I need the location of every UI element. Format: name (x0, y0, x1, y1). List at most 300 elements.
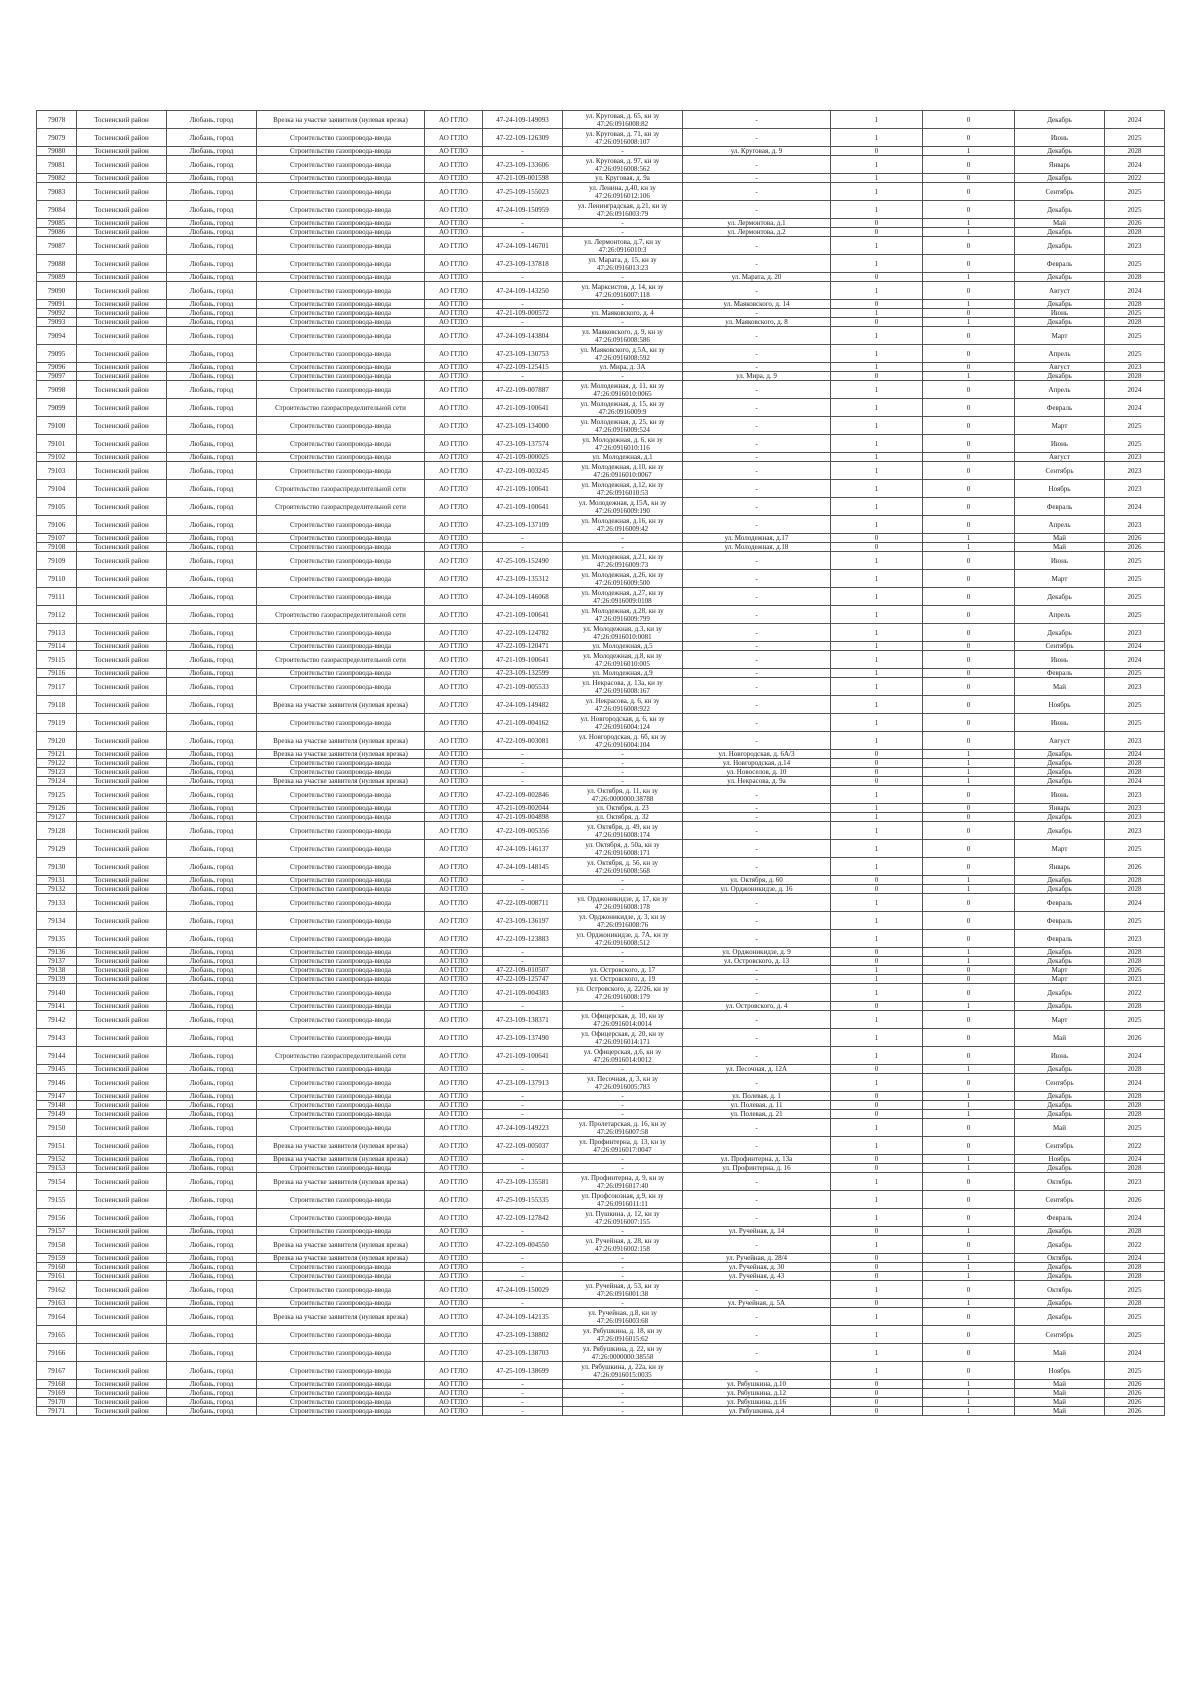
contract-number-cell: 47-24-109-150029 (483, 1281, 563, 1299)
plan-flag-cell: 1 (923, 750, 1015, 759)
planned-address-cell: ул. Ручейная, д. 30 (683, 1263, 831, 1272)
planned-address-cell: ул. Марата, д. 20 (683, 273, 831, 282)
plan-flag-cell: 0 (923, 435, 1015, 453)
table-row (37, 1164, 1165, 1173)
year-cell: 2024 (1105, 777, 1165, 786)
settlement-cell: Любань, город (167, 255, 257, 273)
operator-cell: АО ГГЛО (425, 1362, 483, 1380)
row-id-cell: 79133 (37, 894, 77, 912)
month-cell: Апрель (1015, 345, 1105, 363)
settlement-cell: Любань, город (167, 570, 257, 588)
operator-cell: АО ГГЛО (425, 1002, 483, 1011)
row-id-cell: 79157 (37, 1227, 77, 1236)
settlement-cell: Любань, город (167, 930, 257, 948)
operator-cell: АО ГГЛО (425, 858, 483, 876)
contract-number-cell: 47-22-109-007887 (483, 381, 563, 399)
applicant-address-cell: ул. Молодежная, д.1 (563, 453, 683, 462)
plan-flag-cell: 1 (923, 777, 1015, 786)
applicant-flag-cell: 1 (831, 516, 923, 534)
table-row (37, 1029, 1165, 1047)
row-id-cell: 79117 (37, 678, 77, 696)
applicant-address-cell: ул. Некрасова, д. 6, кн зу 47:26:0916008:922 (563, 696, 683, 714)
plan-flag-cell: 0 (923, 588, 1015, 606)
contract-number-cell: 47-25-109-138699 (483, 1362, 563, 1380)
planned-address-cell: - (683, 606, 831, 624)
table-row (37, 453, 1165, 462)
settlement-cell: Любань, город (167, 345, 257, 363)
month-cell: Декабрь (1015, 111, 1105, 129)
plan-flag-cell: 0 (923, 1137, 1015, 1155)
applicant-address-cell: ул. Молодежная, д.8, кн зу 47:26:0916010:005 (563, 651, 683, 669)
district-cell: Тосненский район (77, 534, 167, 543)
applicant-address-cell: - (563, 1155, 683, 1164)
plan-flag-cell: 1 (923, 1002, 1015, 1011)
applicant-address-cell: ул. Офицерская, д. 20, кн зу 47:26:0916014:171 (563, 1029, 683, 1047)
operator-cell: АО ГГЛО (425, 1344, 483, 1362)
operator-cell: АО ГГЛО (425, 876, 483, 885)
month-cell: Декабрь (1015, 588, 1105, 606)
plan-flag-cell: 0 (923, 282, 1015, 300)
work-type-cell: Строительство газопровода-ввода (257, 147, 425, 156)
operator-cell: АО ГГЛО (425, 642, 483, 651)
row-id-cell: 79089 (37, 273, 77, 282)
year-cell: 2023 (1105, 732, 1165, 750)
settlement-cell: Любань, город (167, 498, 257, 516)
planned-address-cell: - (683, 417, 831, 435)
year-cell: 2023 (1105, 1173, 1165, 1191)
work-type-cell: Строительство газопровода-ввода (257, 1110, 425, 1119)
district-cell: Тосненский район (77, 876, 167, 885)
work-type-cell: Строительство газопровода-ввода (257, 363, 425, 372)
settlement-cell: Любань, город (167, 1281, 257, 1299)
operator-cell: АО ГГЛО (425, 552, 483, 570)
month-cell: Март (1015, 570, 1105, 588)
district-cell: Тосненский район (77, 732, 167, 750)
applicant-address-cell: ул. Островского, д. 19 (563, 975, 683, 984)
applicant-flag-cell: 0 (831, 876, 923, 885)
applicant-address-cell: - (563, 534, 683, 543)
contract-number-cell: 47-24-109-146068 (483, 588, 563, 606)
applicant-flag-cell: 0 (831, 1254, 923, 1263)
applicant-address-cell: - (563, 768, 683, 777)
month-cell: Февраль (1015, 912, 1105, 930)
table-row (37, 1398, 1165, 1407)
plan-flag-cell: 0 (923, 669, 1015, 678)
planned-address-cell: - (683, 1209, 831, 1227)
work-type-cell: Строительство газопровода-ввода (257, 435, 425, 453)
table-row (37, 1389, 1165, 1398)
row-id-cell: 79122 (37, 759, 77, 768)
table-row (37, 1119, 1165, 1137)
work-type-cell: Строительство газопровода-ввода (257, 1326, 425, 1344)
plan-flag-cell: 0 (923, 129, 1015, 147)
contract-number-cell: 47-24-109-149093 (483, 111, 563, 129)
applicant-flag-cell: 0 (831, 1065, 923, 1074)
plan-flag-cell: 1 (923, 1407, 1015, 1416)
table-row (37, 975, 1165, 984)
contract-number-cell: 47-23-109-138802 (483, 1326, 563, 1344)
year-cell: 2024 (1105, 1074, 1165, 1092)
month-cell: Июнь (1015, 309, 1105, 318)
district-cell: Тосненский район (77, 777, 167, 786)
plan-flag-cell: 0 (923, 1074, 1015, 1092)
applicant-flag-cell: 1 (831, 858, 923, 876)
year-cell: 2025 (1105, 129, 1165, 147)
operator-cell: АО ГГЛО (425, 534, 483, 543)
year-cell: 2028 (1105, 759, 1165, 768)
applicant-address-cell: ул. Островского, д. 22/26, кн зу 47:26:0916008:179 (563, 984, 683, 1002)
applicant-flag-cell: 0 (831, 300, 923, 309)
plan-flag-cell: 0 (923, 912, 1015, 930)
applicant-address-cell: ул. Ручейная, д.8, кн зу 47:26:0916003:68 (563, 1308, 683, 1326)
district-cell: Тосненский район (77, 1065, 167, 1074)
month-cell: Декабрь (1015, 759, 1105, 768)
table-row (37, 858, 1165, 876)
row-id-cell: 79110 (37, 570, 77, 588)
work-type-cell: Строительство газопровода-ввода (257, 1299, 425, 1308)
contract-number-cell: 47-25-109-155335 (483, 1191, 563, 1209)
settlement-cell: Любань, город (167, 759, 257, 768)
planned-address-cell: ул. Новгородская, д. 6А/3 (683, 750, 831, 759)
operator-cell: АО ГГЛО (425, 183, 483, 201)
operator-cell: АО ГГЛО (425, 714, 483, 732)
contract-number-cell: 47-23-109-132599 (483, 669, 563, 678)
applicant-address-cell: - (563, 147, 683, 156)
row-id-cell: 79141 (37, 1002, 77, 1011)
applicant-flag-cell: 0 (831, 318, 923, 327)
applicant-flag-cell: 1 (831, 435, 923, 453)
plan-flag-cell: 1 (923, 1092, 1015, 1101)
year-cell: 2026 (1105, 534, 1165, 543)
table-row (37, 1407, 1165, 1416)
planned-address-cell: ул. Ручейная, д. 5А (683, 1299, 831, 1308)
month-cell: Май (1015, 1407, 1105, 1416)
district-cell: Тосненский район (77, 1074, 167, 1092)
applicant-address-cell: ул. Молодежная, д.21, кн зу 47:26:0916009:73 (563, 552, 683, 570)
table-row (37, 183, 1165, 201)
month-cell: Октябрь (1015, 1173, 1105, 1191)
applicant-address-cell: - (563, 1389, 683, 1398)
work-type-cell: Строительство газопровода-ввода (257, 372, 425, 381)
row-id-cell: 79109 (37, 552, 77, 570)
year-cell: 2028 (1105, 876, 1165, 885)
row-id-cell: 79086 (37, 228, 77, 237)
contract-number-cell: - (483, 1092, 563, 1101)
applicant-flag-cell: 0 (831, 228, 923, 237)
operator-cell: АО ГГЛО (425, 1047, 483, 1065)
district-cell: Тосненский район (77, 822, 167, 840)
row-id-cell: 79114 (37, 642, 77, 651)
plan-flag-cell: 0 (923, 480, 1015, 498)
month-cell: Апрель (1015, 606, 1105, 624)
district-cell: Тосненский район (77, 552, 167, 570)
row-id-cell: 79097 (37, 372, 77, 381)
month-cell: Декабрь (1015, 876, 1105, 885)
district-cell: Тосненский район (77, 1164, 167, 1173)
work-type-cell: Строительство газопровода-ввода (257, 381, 425, 399)
year-cell: 2028 (1105, 1065, 1165, 1074)
row-id-cell: 79170 (37, 1398, 77, 1407)
row-id-cell: 79111 (37, 588, 77, 606)
applicant-flag-cell: 0 (831, 273, 923, 282)
applicant-address-cell: ул. Молодежная, д. 15, кн зу 47:26:0916009:9 (563, 399, 683, 417)
settlement-cell: Любань, город (167, 1155, 257, 1164)
settlement-cell: Любань, город (167, 642, 257, 651)
work-type-cell: Строительство газопровода-ввода (257, 786, 425, 804)
plan-flag-cell: 1 (923, 768, 1015, 777)
plan-flag-cell: 1 (923, 372, 1015, 381)
settlement-cell: Любань, город (167, 957, 257, 966)
planned-address-cell: - (683, 435, 831, 453)
applicant-address-cell: ул. Круговая, д. 71, кн зу 47:26:0916008:107 (563, 129, 683, 147)
district-cell: Тосненский район (77, 345, 167, 363)
district-cell: Тосненский район (77, 966, 167, 975)
month-cell: Декабрь (1015, 372, 1105, 381)
settlement-cell: Любань, город (167, 1047, 257, 1065)
applicant-address-cell: - (563, 1164, 683, 1173)
district-cell: Тосненский район (77, 399, 167, 417)
work-type-cell: Строительство газопровода-ввода (257, 894, 425, 912)
district-cell: Тосненский район (77, 462, 167, 480)
row-id-cell: 79115 (37, 651, 77, 669)
month-cell: Июнь (1015, 552, 1105, 570)
operator-cell: АО ГГЛО (425, 1209, 483, 1227)
row-id-cell: 79142 (37, 1011, 77, 1029)
district-cell: Тосненский район (77, 912, 167, 930)
year-cell: 2025 (1105, 1362, 1165, 1380)
contract-number-cell: 47-24-109-143250 (483, 282, 563, 300)
applicant-address-cell: ул. Молодежная, д.26, кн зу 47:26:0916009:500 (563, 570, 683, 588)
month-cell: Декабрь (1015, 273, 1105, 282)
operator-cell: АО ГГЛО (425, 651, 483, 669)
settlement-cell: Любань, город (167, 372, 257, 381)
applicant-address-cell: ул. Орджоникидзе, д. 3, кн зу 47:26:0916008:76 (563, 912, 683, 930)
contract-number-cell: - (483, 1299, 563, 1308)
operator-cell: АО ГГЛО (425, 930, 483, 948)
contract-number-cell: 47-21-109-000025 (483, 453, 563, 462)
table-row (37, 930, 1165, 948)
applicant-flag-cell: 1 (831, 129, 923, 147)
work-type-cell: Строительство газопровода-ввода (257, 1092, 425, 1101)
applicant-address-cell: ул. Круговая, д. 65, кн зу 47:26:0916008:82 (563, 111, 683, 129)
contract-number-cell: 47-21-109-100641 (483, 606, 563, 624)
planned-address-cell: ул. Профинтерна, д. 13а (683, 1155, 831, 1164)
month-cell: Май (1015, 1398, 1105, 1407)
applicant-address-cell: ул. Мира, д. 3А (563, 363, 683, 372)
work-type-cell: Строительство газопровода-ввода (257, 1263, 425, 1272)
operator-cell: АО ГГЛО (425, 372, 483, 381)
settlement-cell: Любань, город (167, 822, 257, 840)
table-row (37, 894, 1165, 912)
work-type-cell: Строительство газопровода-ввода (257, 1209, 425, 1227)
planned-address-cell: ул. Мира, д. 9 (683, 372, 831, 381)
district-cell: Тосненский район (77, 768, 167, 777)
contract-number-cell: - (483, 1002, 563, 1011)
work-type-cell: Строительство газопровода-ввода (257, 912, 425, 930)
contract-number-cell: 47-23-109-137913 (483, 1074, 563, 1092)
applicant-flag-cell: 1 (831, 984, 923, 1002)
year-cell: 2024 (1105, 750, 1165, 759)
district-cell: Тосненский район (77, 678, 167, 696)
row-id-cell: 79147 (37, 1092, 77, 1101)
row-id-cell: 79125 (37, 786, 77, 804)
plan-flag-cell: 0 (923, 183, 1015, 201)
applicant-address-cell: ул. Новгородская, д. 6б, кн зу 47:26:0916004:104 (563, 732, 683, 750)
year-cell: 2028 (1105, 957, 1165, 966)
row-id-cell: 79103 (37, 462, 77, 480)
month-cell: Октябрь (1015, 1254, 1105, 1263)
table-row (37, 1272, 1165, 1281)
operator-cell: АО ГГЛО (425, 1092, 483, 1101)
operator-cell: АО ГГЛО (425, 363, 483, 372)
applicant-address-cell: ул. Октября, д. 50а, кн зу 47:26:0916008:171 (563, 840, 683, 858)
work-type-cell: Строительство газопровода-ввода (257, 957, 425, 966)
contract-number-cell: - (483, 957, 563, 966)
month-cell: Декабрь (1015, 822, 1105, 840)
work-type-cell: Строительство газопровода-ввода (257, 669, 425, 678)
settlement-cell: Любань, город (167, 174, 257, 183)
planned-address-cell: - (683, 1047, 831, 1065)
month-cell: Февраль (1015, 930, 1105, 948)
applicant-address-cell: - (563, 957, 683, 966)
plan-flag-cell: 1 (923, 1389, 1015, 1398)
settlement-cell: Любань, город (167, 1101, 257, 1110)
settlement-cell: Любань, город (167, 1029, 257, 1047)
operator-cell: АО ГГЛО (425, 462, 483, 480)
operator-cell: АО ГГЛО (425, 759, 483, 768)
table-row (37, 1308, 1165, 1326)
plan-flag-cell: 1 (923, 876, 1015, 885)
table-row (37, 309, 1165, 318)
settlement-cell: Любань, город (167, 129, 257, 147)
month-cell: Декабрь (1015, 1065, 1105, 1074)
applicant-address-cell: ул. Рябушкина, д. 22а, кн зу 47:26:0916015:0035 (563, 1362, 683, 1380)
operator-cell: АО ГГЛО (425, 300, 483, 309)
table-row (37, 345, 1165, 363)
row-id-cell: 79153 (37, 1164, 77, 1173)
operator-cell: АО ГГЛО (425, 669, 483, 678)
plan-flag-cell: 1 (923, 300, 1015, 309)
month-cell: Май (1015, 219, 1105, 228)
plan-flag-cell: 0 (923, 327, 1015, 345)
planned-address-cell: - (683, 453, 831, 462)
settlement-cell: Любань, город (167, 840, 257, 858)
district-cell: Тосненский район (77, 759, 167, 768)
planned-address-cell: - (683, 975, 831, 984)
row-id-cell: 79150 (37, 1119, 77, 1137)
settlement-cell: Любань, город (167, 1110, 257, 1119)
work-type-cell: Врезка на участке заявителя (нулевая врезка) (257, 1173, 425, 1191)
applicant-flag-cell: 1 (831, 588, 923, 606)
applicant-flag-cell: 1 (831, 1209, 923, 1227)
settlement-cell: Любань, город (167, 1254, 257, 1263)
operator-cell: АО ГГЛО (425, 417, 483, 435)
plan-flag-cell: 0 (923, 552, 1015, 570)
applicant-flag-cell: 0 (831, 1227, 923, 1236)
work-type-cell: Строительство газопровода-ввода (257, 1191, 425, 1209)
planned-address-cell: - (683, 309, 831, 318)
operator-cell: АО ГГЛО (425, 435, 483, 453)
year-cell: 2028 (1105, 372, 1165, 381)
applicant-flag-cell: 1 (831, 1326, 923, 1344)
district-cell: Тосненский район (77, 219, 167, 228)
planned-address-cell: - (683, 804, 831, 813)
applicant-address-cell: ул. Молодежная, д.28, кн зу 47:26:0916009:799 (563, 606, 683, 624)
applicant-flag-cell: 0 (831, 948, 923, 957)
applicant-flag-cell: 1 (831, 696, 923, 714)
operator-cell: АО ГГЛО (425, 498, 483, 516)
year-cell: 2026 (1105, 1191, 1165, 1209)
work-type-cell: Врезка на участке заявителя (нулевая врезка) (257, 750, 425, 759)
year-cell: 2024 (1105, 651, 1165, 669)
month-cell: Июнь (1015, 435, 1105, 453)
applicant-address-cell: - (563, 228, 683, 237)
applicant-address-cell: - (563, 1272, 683, 1281)
district-cell: Тосненский район (77, 1389, 167, 1398)
work-type-cell: Врезка на участке заявителя (нулевая врезка) (257, 111, 425, 129)
plan-flag-cell: 0 (923, 111, 1015, 129)
work-type-cell: Строительство газопровода-ввода (257, 678, 425, 696)
applicant-address-cell: ул. Молодежная, д.10, кн зу 47:26:0916010:0067 (563, 462, 683, 480)
row-id-cell: 79158 (37, 1236, 77, 1254)
contract-number-cell: 47-22-109-002846 (483, 786, 563, 804)
applicant-flag-cell: 1 (831, 201, 923, 219)
district-cell: Тосненский район (77, 1002, 167, 1011)
work-type-cell: Врезка на участке заявителя (нулевая врезка) (257, 1308, 425, 1326)
year-cell: 2024 (1105, 111, 1165, 129)
plan-flag-cell: 0 (923, 381, 1015, 399)
planned-address-cell: ул. Ручейная, д. 28/4 (683, 1254, 831, 1263)
settlement-cell: Любань, город (167, 1308, 257, 1326)
table-row (37, 669, 1165, 678)
month-cell: Май (1015, 678, 1105, 696)
work-type-cell: Строительство газопровода-ввода (257, 822, 425, 840)
row-id-cell: 79136 (37, 948, 77, 957)
planned-address-cell: - (683, 912, 831, 930)
work-type-cell: Строительство газопровода-ввода (257, 129, 425, 147)
district-cell: Тосненский район (77, 372, 167, 381)
planned-address-cell: - (683, 966, 831, 975)
row-id-cell: 79140 (37, 984, 77, 1002)
settlement-cell: Любань, город (167, 1065, 257, 1074)
year-cell: 2028 (1105, 1272, 1165, 1281)
work-type-cell: Строительство газопровода-ввода (257, 273, 425, 282)
operator-cell: АО ГГЛО (425, 570, 483, 588)
year-cell: 2025 (1105, 201, 1165, 219)
row-id-cell: 79093 (37, 318, 77, 327)
operator-cell: АО ГГЛО (425, 750, 483, 759)
applicant-flag-cell: 1 (831, 651, 923, 669)
month-cell: Май (1015, 1029, 1105, 1047)
table-row (37, 642, 1165, 651)
row-id-cell: 79090 (37, 282, 77, 300)
applicant-flag-cell: 0 (831, 1407, 923, 1416)
district-cell: Тосненский район (77, 1308, 167, 1326)
plan-flag-cell: 0 (923, 624, 1015, 642)
settlement-cell: Любань, город (167, 678, 257, 696)
settlement-cell: Любань, город (167, 894, 257, 912)
year-cell: 2025 (1105, 840, 1165, 858)
planned-address-cell: - (683, 1308, 831, 1326)
settlement-cell: Любань, город (167, 201, 257, 219)
table-row (37, 651, 1165, 669)
operator-cell: АО ГГЛО (425, 1236, 483, 1254)
work-type-cell: Строительство газопровода-ввода (257, 948, 425, 957)
contract-number-cell: 47-22-109-120471 (483, 642, 563, 651)
contract-number-cell: 47-22-109-010507 (483, 966, 563, 975)
month-cell: Декабрь (1015, 777, 1105, 786)
settlement-cell: Любань, город (167, 1119, 257, 1137)
